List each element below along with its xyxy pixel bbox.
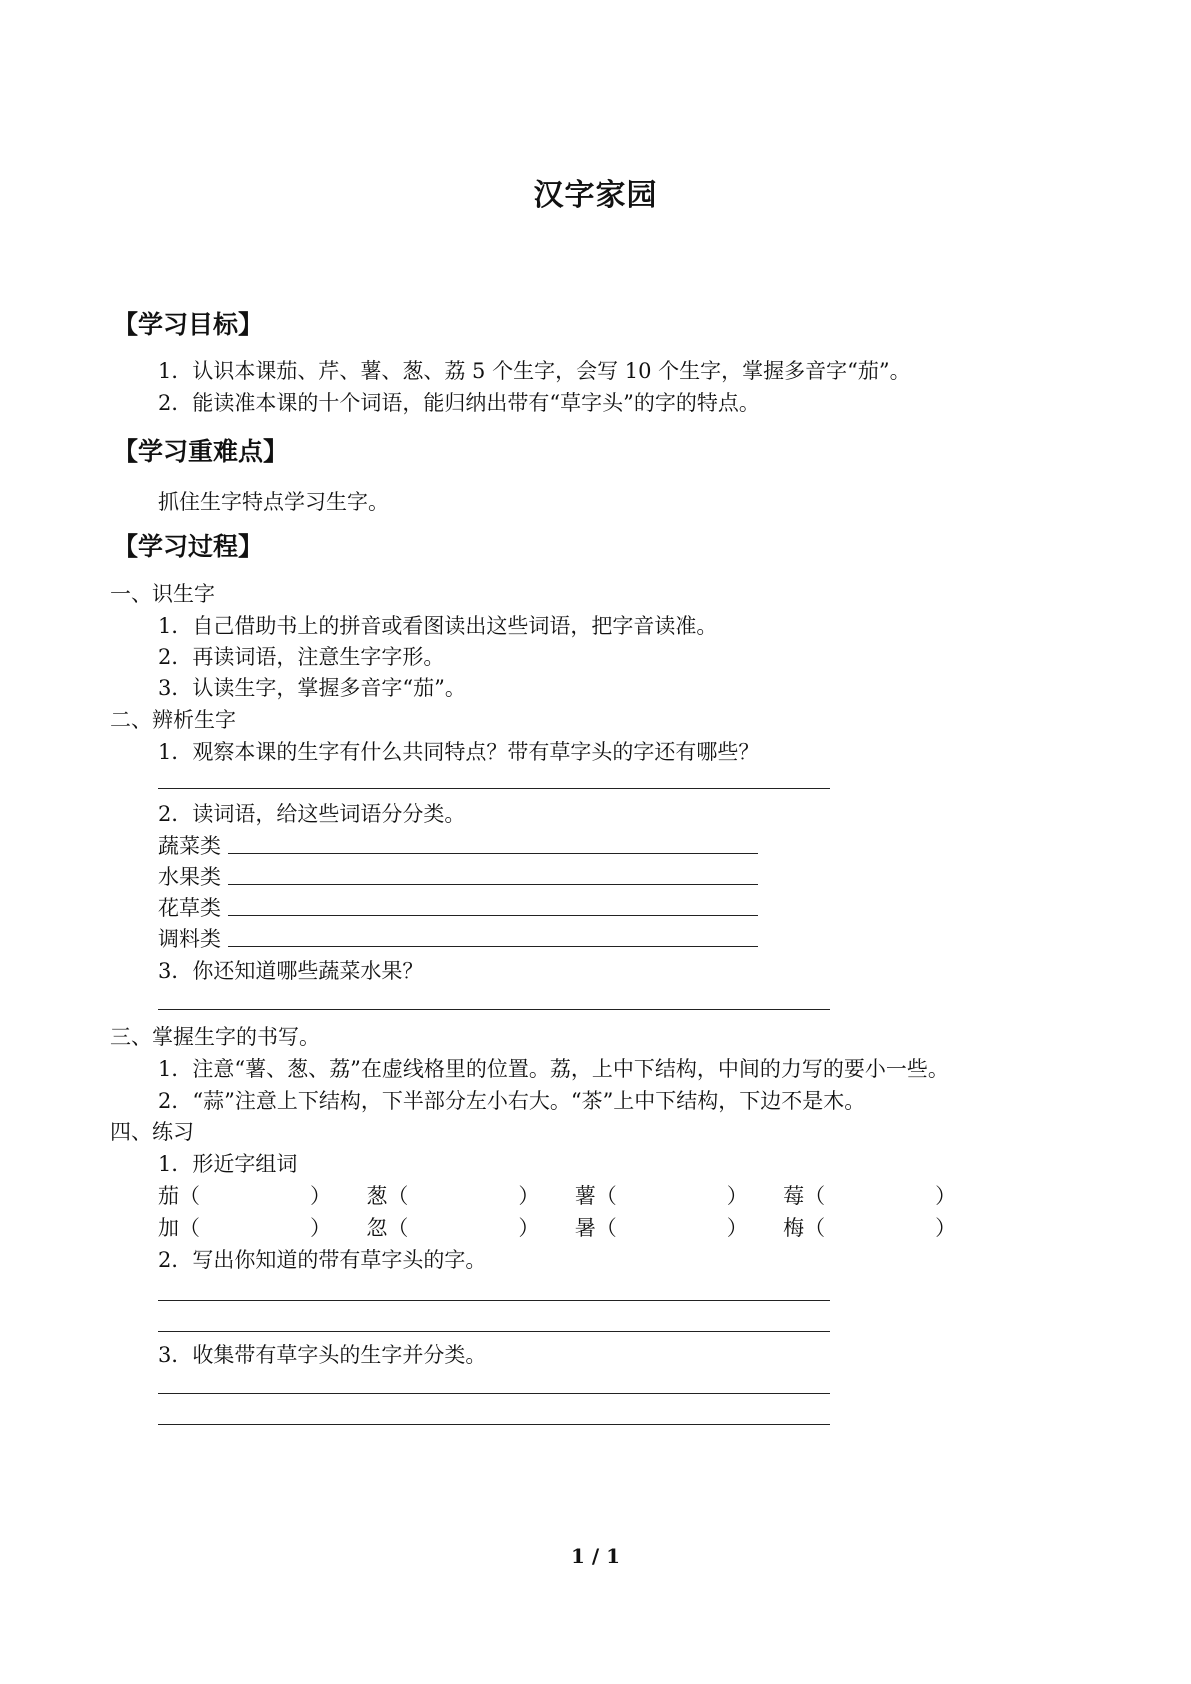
goal-item-1: 1．认识本课茄、芹、薯、葱、荔 5 个生字，会写 10 个生字，掌握多音字“茄”。 bbox=[158, 359, 911, 383]
word-prefix: 梅（ bbox=[783, 1216, 826, 1240]
word-suffix: ） bbox=[310, 1216, 331, 1240]
part3-item-2: 2．“蒜”注意上下结构，下半部分左小右大。“茶”上中下结构，下边不是木。 bbox=[158, 1089, 866, 1113]
word-prefix: 莓（ bbox=[783, 1184, 826, 1208]
part4-question-2: 2．写出你知道的带有草字头的字。 bbox=[158, 1248, 487, 1272]
part4-question-1: 1．形近字组词 bbox=[158, 1152, 298, 1176]
page-number: 1 / 1 bbox=[570, 1544, 621, 1568]
word-prefix: 茄（ bbox=[158, 1184, 200, 1208]
word-prefix: 忽（ bbox=[366, 1216, 409, 1240]
word-prefix: 葱（ bbox=[366, 1184, 409, 1208]
answer-line[interactable] bbox=[158, 1424, 830, 1425]
category-answer-line[interactable] bbox=[228, 946, 758, 947]
answer-line[interactable] bbox=[158, 1331, 830, 1332]
part2-title: 二、辨析生字 bbox=[110, 708, 236, 732]
part2-question-3: 3．你还知道哪些蔬菜水果？ bbox=[158, 959, 424, 983]
part4-question-3: 3．收集带有草字头的生字并分类。 bbox=[158, 1343, 487, 1367]
word-prefix: 暑（ bbox=[574, 1216, 617, 1240]
category-answer-line[interactable] bbox=[228, 853, 758, 854]
category-label-seasoning: 调料类 bbox=[158, 927, 221, 951]
word-suffix: ） bbox=[935, 1216, 957, 1240]
category-answer-line[interactable] bbox=[228, 915, 758, 916]
answer-line[interactable] bbox=[158, 1009, 830, 1010]
word-pair-row-1 bbox=[158, 1180, 956, 1210]
category-label-flowers: 花草类 bbox=[158, 896, 221, 920]
category-label-vegetables: 蔬菜类 bbox=[158, 834, 221, 858]
word-suffix: ） bbox=[935, 1184, 957, 1208]
category-answer-line[interactable] bbox=[228, 884, 758, 885]
goal-item-2: 2．能读准本课的十个词语，能归纳出带有“草字头”的字的特点。 bbox=[158, 391, 760, 415]
goals-heading: 【学习目标】 bbox=[113, 310, 264, 339]
part1-item-3: 3．认读生字，掌握多音字“茄”。 bbox=[158, 676, 466, 700]
word-suffix: ） bbox=[726, 1216, 748, 1240]
page-title: 汉字家园 bbox=[533, 178, 658, 213]
part3-item-1: 1．注意“薯、葱、荔”在虚线格里的位置。荔，上中下结构，中间的力写的要小一些。 bbox=[158, 1057, 949, 1081]
word-suffix: ） bbox=[518, 1184, 540, 1208]
key-points-text: 抓住生字特点学习生字。 bbox=[158, 490, 389, 514]
word-suffix: ） bbox=[518, 1216, 540, 1240]
key-points-heading: 【学习重难点】 bbox=[113, 437, 289, 466]
process-heading: 【学习过程】 bbox=[113, 532, 264, 561]
part1-title: 一、识生字 bbox=[110, 582, 215, 606]
part3-title: 三、掌握生字的书写。 bbox=[110, 1025, 320, 1049]
word-prefix: 薯（ bbox=[574, 1184, 617, 1208]
word-prefix: 加（ bbox=[158, 1216, 200, 1240]
part2-question-2: 2．读词语，给这些词语分分类。 bbox=[158, 802, 466, 826]
word-suffix: ） bbox=[310, 1184, 331, 1208]
part1-item-2: 2．再读词语，注意生字字形。 bbox=[158, 645, 445, 669]
part2-question-1: 1．观察本课的生字有什么共同特点？带有草字头的字还有哪些？ bbox=[158, 740, 760, 764]
category-label-fruits: 水果类 bbox=[158, 865, 221, 889]
answer-line[interactable] bbox=[158, 788, 830, 789]
part1-item-1: 1．自己借助书上的拼音或看图读出这些词语，把字音读准。 bbox=[158, 614, 718, 638]
answer-line[interactable] bbox=[158, 1393, 830, 1394]
answer-line[interactable] bbox=[158, 1300, 830, 1301]
word-pair-row-2 bbox=[158, 1212, 956, 1242]
word-suffix: ） bbox=[726, 1184, 748, 1208]
part4-title: 四、练习 bbox=[110, 1120, 194, 1144]
